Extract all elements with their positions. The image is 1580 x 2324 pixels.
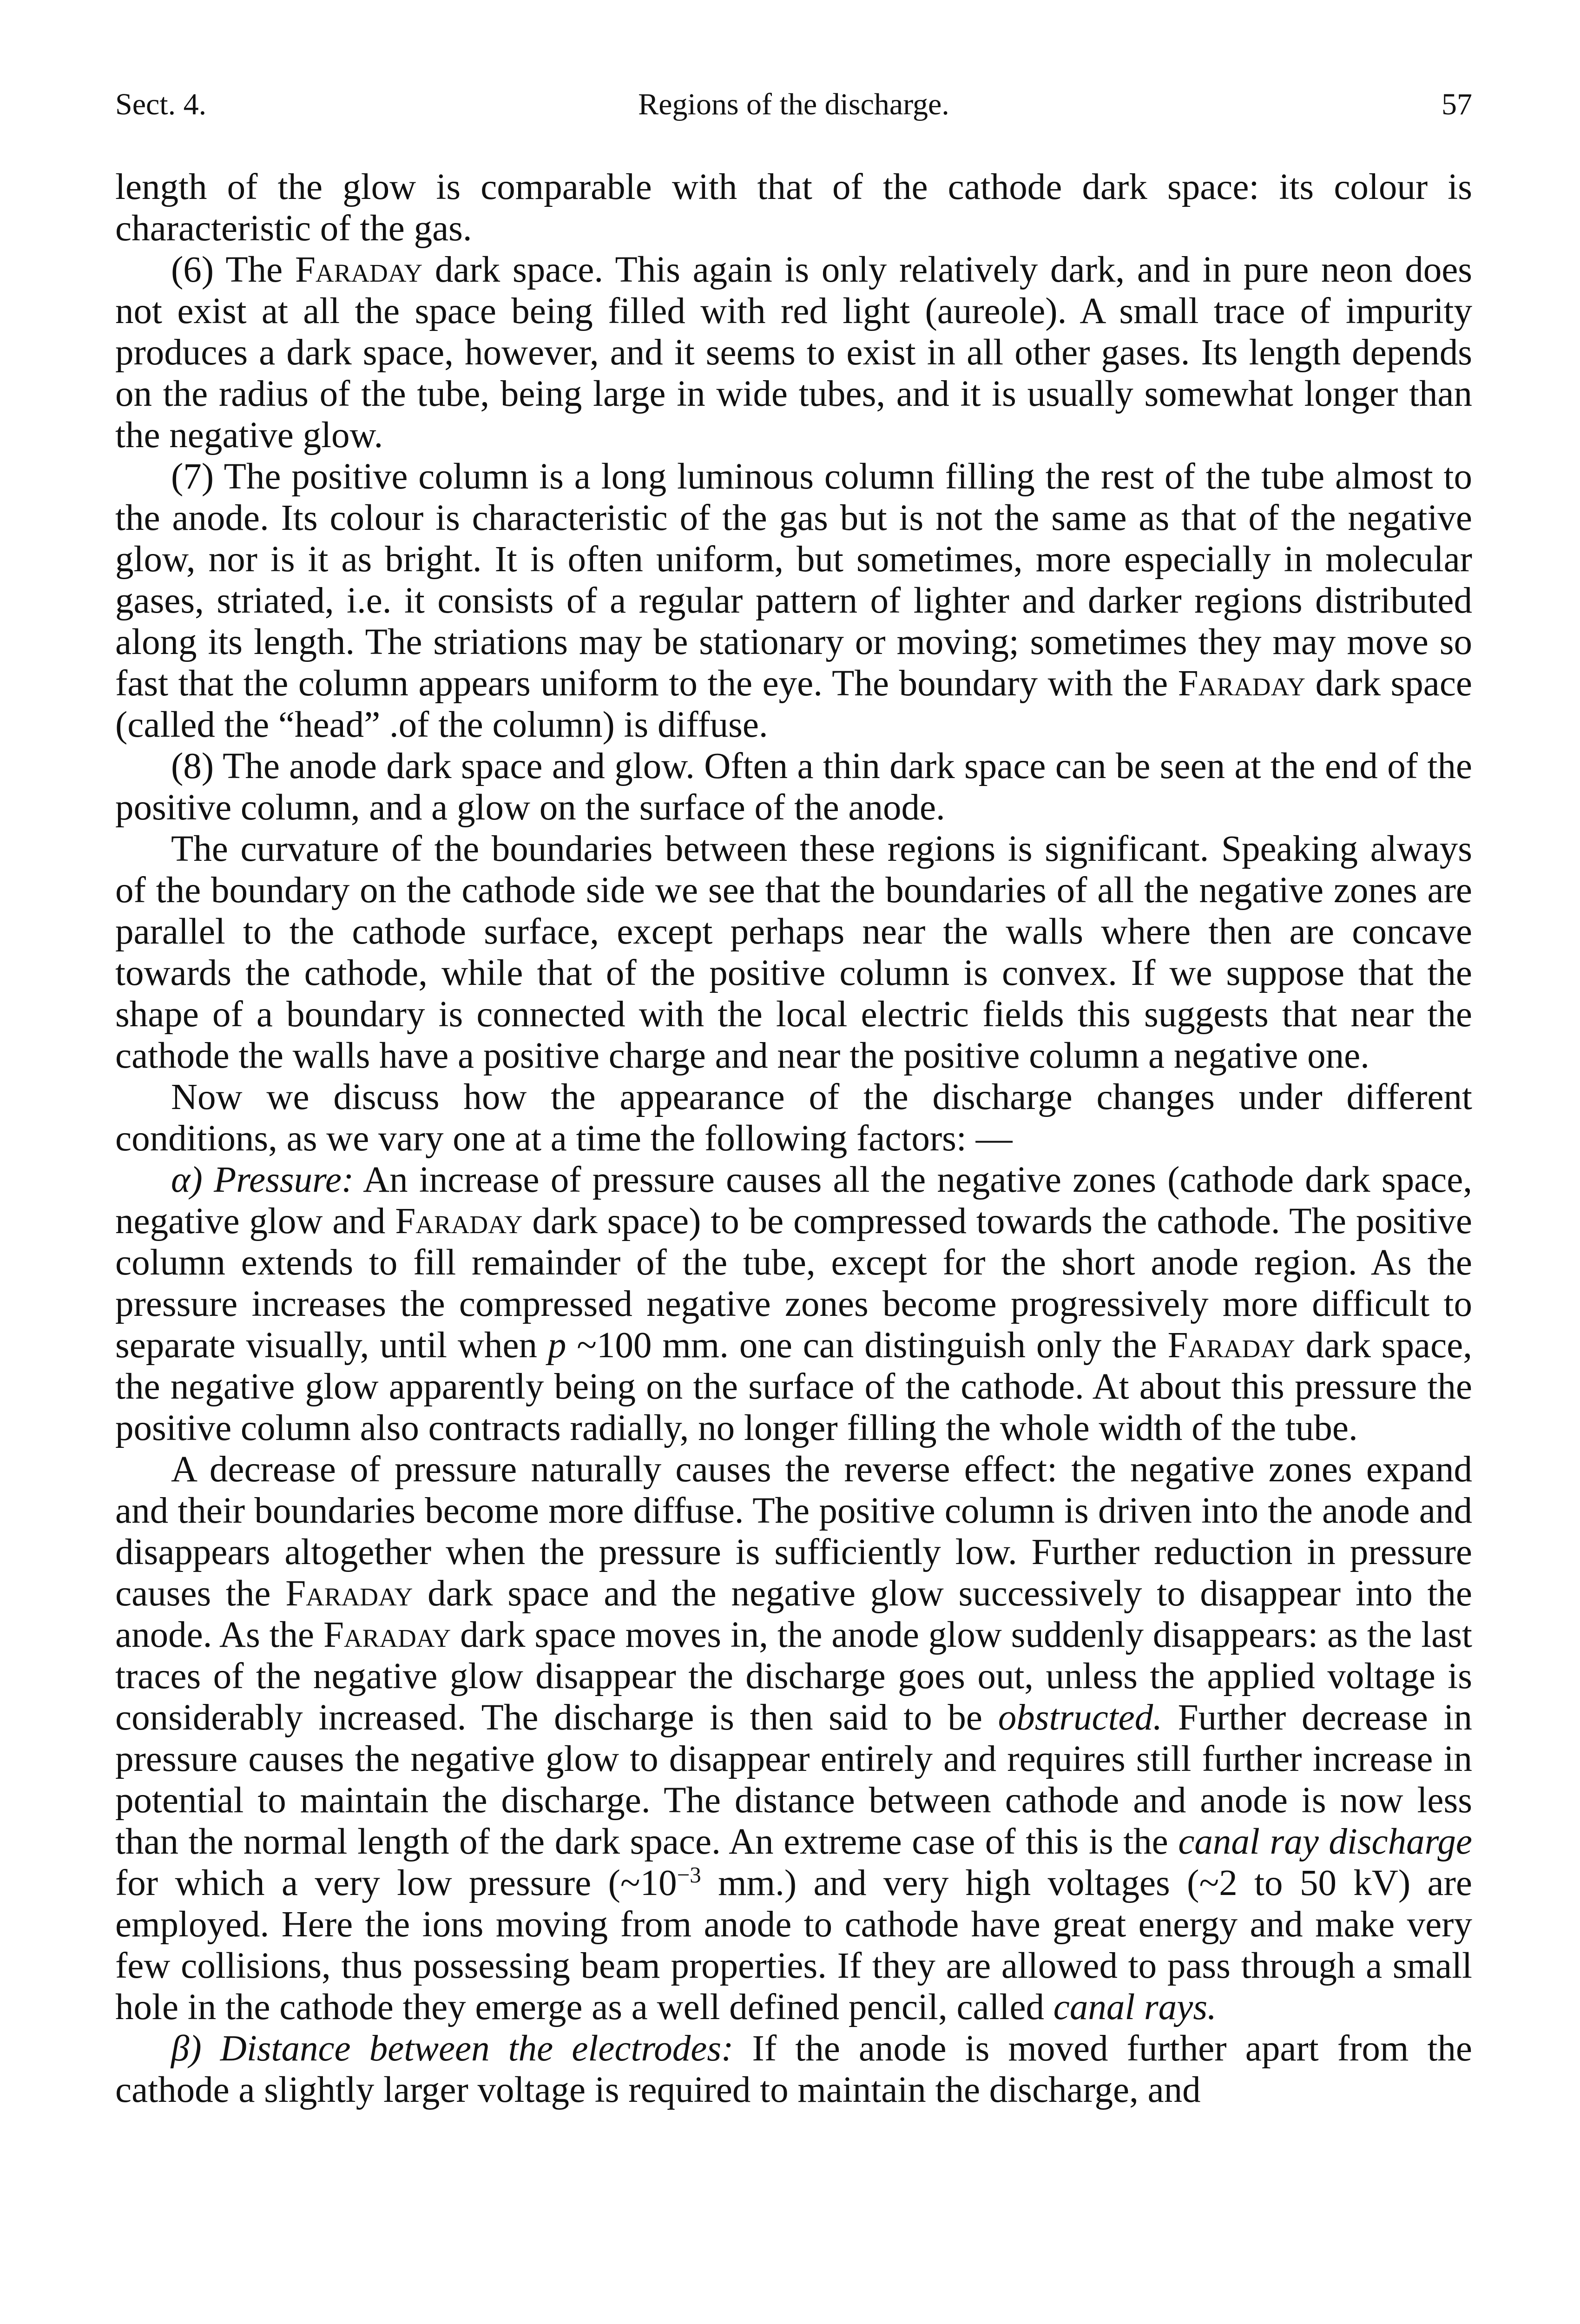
text-run: for which a very low pressure (~10 xyxy=(115,1863,677,1903)
paragraph-electrode-distance xyxy=(115,2028,1472,2111)
paragraph-anode-dark-space: (8) The anode dark space and glow. Often a thin dark space can be seen at the end of the positive column, and a glow on the surface of the anode. xyxy=(115,746,1472,828)
book-page xyxy=(115,79,1472,2111)
faraday-name: Faraday xyxy=(323,1615,451,1655)
text-run: dark space, the negative glow apparently being on the surface of the cathode. At about this pressure the positive column also contracts radially, no longer filling the whole width of the tube. xyxy=(115,1325,1472,1448)
faraday-name: Faraday xyxy=(1178,663,1305,704)
pressure-label: α) Pressure: xyxy=(171,1160,354,1200)
faraday-name: Faraday xyxy=(1167,1325,1295,1366)
canal-ray-discharge-term: canal ray discharge xyxy=(1178,1822,1473,1862)
faraday-name: Faraday xyxy=(285,1573,413,1614)
text-run: ~100 mm. one can distinguish only the xyxy=(566,1325,1168,1366)
paragraph-pressure-decrease xyxy=(115,1449,1472,2028)
text-run: An increase of pressure causes all the negative zones (cathode dark space, negative glow and xyxy=(115,1160,1473,1241)
body-text xyxy=(115,166,1472,2111)
faraday-name: Faraday xyxy=(295,250,423,290)
text-run: (6) The xyxy=(171,250,295,290)
text-run: dark space and the negative glow successively to disappear into the anode. As the xyxy=(115,1573,1472,1655)
text-run: dark space. This again is only relatively dark, and in pure neon does not exist at all the space being filled with red light (aureole). A small trace of impurity produces a dark space, however, and it seems to exist in all other gases. Its length depends on the radius of the tube, being large in wide tubes, and it is usually somewhat longer than the negative glow. xyxy=(115,250,1473,456)
text-run: dark space (called the “head” .of the column) is diffuse. xyxy=(115,663,1473,745)
text-run: (7) The positive column is a long luminous column filling the rest of the tube almost to the anode. Its colour is characteristic of the gas but is not the same as that of the negative glow, nor is it as bright. It is often uniform, but sometimes, more especially in molecular gases, striated, i.e. it consists of a regular pattern of lighter and darker regions distributed along its length. The striations may be stationary or moving; sometimes they may move so fast that the column appears uniform to the eye. The boundary with the xyxy=(115,456,1472,704)
exponent: −3 xyxy=(677,1862,701,1888)
text-run: A decrease of pressure naturally causes the reverse effect: the negative zones expand and their boundaries become more diffuse. The positive column is driven into the anode and disappears altogether when the pressure is sufficiently low. Further reduction in pressure causes the xyxy=(115,1449,1472,1614)
faraday-name: Faraday xyxy=(395,1201,523,1241)
text-run: mm.) and very high voltages (~2 to 50 kV) are employed. Here the ions moving from anode to cathode have great energy and make very few collisions, thus possessing beam properties. If they are allowed to pass through a small hole in the cathode they emerge as a well defined pencil, called xyxy=(115,1863,1472,2027)
section-label: Sect. 4. xyxy=(115,87,207,121)
text-run: If the anode is moved further apart from the cathode a slightly larger voltage is required to maintain the discharge, and xyxy=(115,2028,1472,2110)
paragraph-factors-intro: Now we discuss how the appearance of the discharge changes under different conditions, as we vary one at a time the following factors: — xyxy=(115,1077,1472,1159)
pressure-symbol: p xyxy=(547,1325,566,1366)
running-head xyxy=(115,79,1472,130)
running-title: Regions of the discharge. xyxy=(638,87,949,121)
paragraph-boundary-curvature: The curvature of the boundaries between these regions is significant. Speaking always of the boundary on the cathode side we see that the boundaries of all the negative zones are parallel to the cathode surface, except perhaps near the walls where then are concave towards the cathode, while that of the positive column is convex. If we suppose that the shape of a boundary is connected with the local electric fields this suggests that near the cathode the walls have a positive charge and near the positive column a negative one. xyxy=(115,829,1472,1076)
canal-rays-term: canal rays. xyxy=(1053,1987,1217,2027)
text-run: Further decrease in pressure causes the negative glow to disappear entirely and requires still further increase in potential to maintain the discharge. The distance between cathode and anode is now less than the normal length of the dark space. An extreme case of this is the xyxy=(115,1697,1472,1862)
paragraph-glow-continuation: length of the glow is comparable with that of the cathode dark space: its colour is characteristic of the gas. xyxy=(115,167,1472,249)
paragraph-pressure xyxy=(115,1159,1472,1449)
distance-label: β) Distance between the electrodes: xyxy=(171,2028,734,2069)
text-run: dark space) to be compressed towards the cathode. The positive column extends to fill remainder of the tube, except for the short anode region. As the pressure increases the compressed negative zones become progressively more difficult to separate visually, until when xyxy=(115,1201,1472,1366)
paragraph-positive-column xyxy=(115,456,1472,746)
obstructed-term: obstructed. xyxy=(998,1697,1162,1738)
text-run: dark space moves in, the anode glow suddenly disappears: as the last traces of the negative glow disappear the discharge goes out, unless the applied voltage is considerably increased. The discharge is then said to be xyxy=(115,1615,1472,1738)
paragraph-faraday-dark-space xyxy=(115,249,1472,456)
page-number: 57 xyxy=(1442,87,1472,121)
